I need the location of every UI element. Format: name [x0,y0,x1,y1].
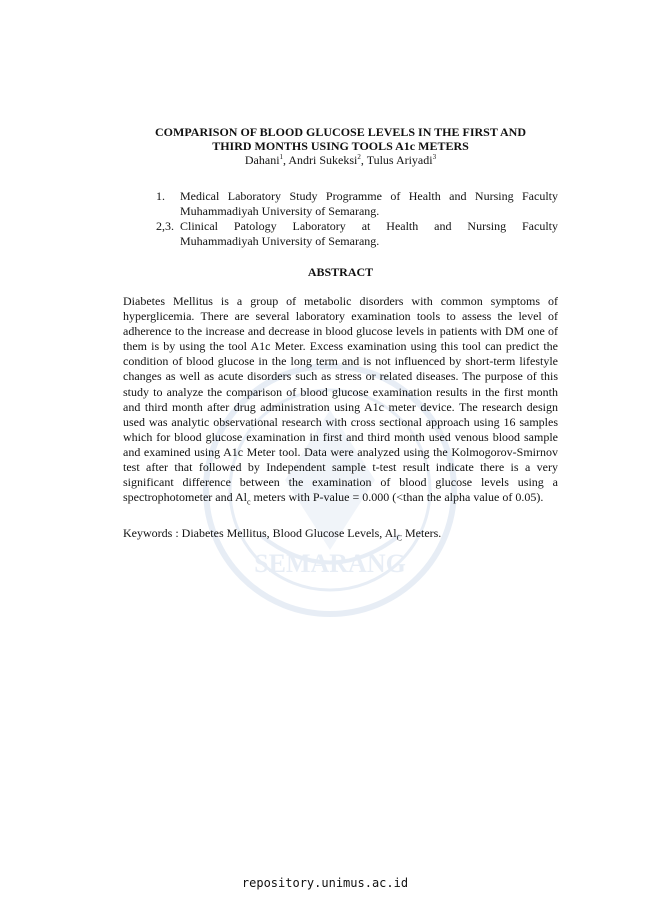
abstract-body-text: Diabetes Mellitus is a group of metabolic disorders with common symptoms of hyperglicemia. There are several laboratory examination tools to assess the level of adherence to the increase and decrease in blood glucose levels in patients with DM one of them is by using the tool A1c Meter. Excess examination using this tool can predict the condition of blood glucose in the long term and is not influenced by short-term lifestyle changes as well as acute disorders such as stress or related diseases. The purpose of this study to analyze the comparison of blood glucose examination results in the first month and third month after drug administration using A1c meter device. The research design used was analytic observational research with cross sectional approach using 16 samples which for blood glucose examination in first and third month used venous blood sample and examined using A1c Meter tool. Data were analyzed using the Kolmogorov-Smirnov test after that followed by Independent sample t-test result indicate there is a very significant difference between the examination of blood glucose levels using a spectrophotometer and Al [123,294,558,505]
abstract-body-text-end: meters with P-value = 0.000 (<than the alpha value of 0.05). [250,490,544,505]
author-affiliation-mark: 2 [357,153,361,161]
paper-title [123,125,558,153]
abstract-subscript: c [246,497,251,507]
affiliation-line: Muhammadiyah University of Semarang. [180,234,380,248]
watermark-text: SEMARANG [254,549,406,578]
affiliation-item [123,189,558,204]
author-name: Dahani [244,153,280,167]
repository-footer: repository.unimus.ac.id [241,876,409,890]
title-line-2: THIRD MONTHS USING TOOLS A1c METERS [212,139,469,153]
affiliation-line: Medical Laboratory Study Programme of Health and Nursing Faculty [180,189,558,203]
title-line-1: COMPARISON OF BLOOD GLUCOSE LEVELS IN THE FIRST AND [155,125,526,139]
affiliation-line: Clinical Patology Laboratory at Health and Nursing Faculty [180,219,558,233]
paper-page [123,125,558,545]
affiliation-item [123,219,558,234]
affiliation-number: 1. [156,189,165,203]
affiliation-number: 2,3. [156,219,174,233]
author-affiliation-mark: 3 [432,153,437,161]
keywords-text: Keywords : Diabetes Mellitus, Blood Glucose Levels, Al [123,525,397,540]
affiliation-line: Muhammadiyah University of Semarang. [180,204,380,218]
abstract-text [123,294,558,510]
abstract-heading: ABSTRACT [307,265,374,279]
author-list: Dahani$^1$, Andri Sukeksi$^2$, Tulus Ariyadi$^3$ [244,153,437,167]
affiliation-list [123,189,558,249]
keywords [123,526,558,545]
author-affiliation-mark: 1 [279,153,284,161]
author-name: Tulus Ariyadi [366,153,433,167]
author-name: Andri Sukeksi [288,153,358,167]
keywords-text-end: Meters. [401,525,442,540]
keywords-subscript: C [396,533,402,543]
